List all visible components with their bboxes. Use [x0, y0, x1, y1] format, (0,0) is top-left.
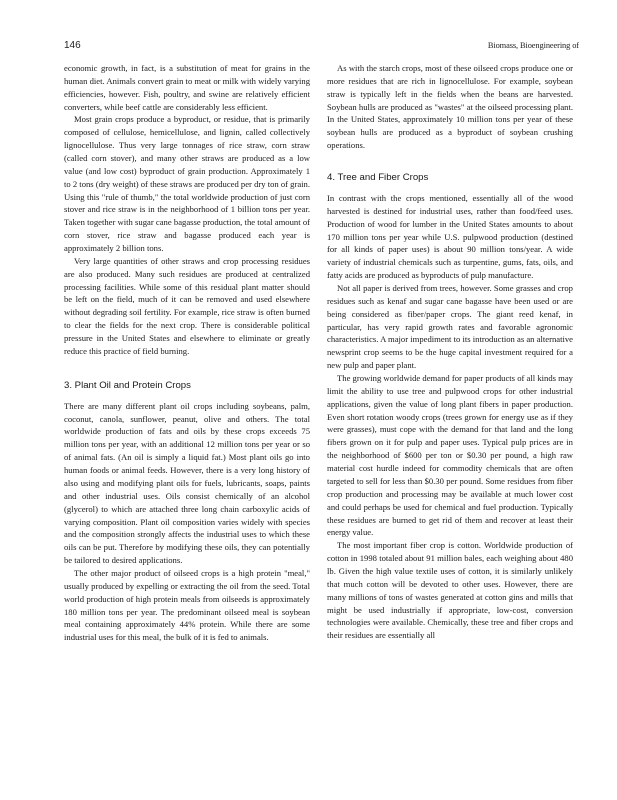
right-paragraph-3: Not all paper is derived from trees, however. Some grasses and crop residues such as kenaf and sugar cane bagasse have been used or are being considered as fiber/paper crops. The giant reed kenaf, in particular, has very rapid growth rates and favorable agronomic characteristics. A major impediment to its introduction as an alternative newsprint crop seems to be the huge capital investment required for a new pulp and paper plant. — [327, 283, 573, 371]
section-heading-plant-oil: 3. Plant Oil and Protein Crops — [64, 379, 191, 391]
left-paragraph-1: economic growth, in fact, is a substitution of meat for grains in the human diet. Animals convert grain to meat or milk with widely varying efficiencies, however. Fish, poultry, and swine are relatively efficient converters, while beef cattle are considerably less efficient. — [64, 63, 310, 112]
left-paragraph-2: Most grain crops produce a byproduct, or residue, that is primarily composed of cellulose, hemicellulose, and lignin, called collectively lignocellulose. Thus very large tonnages of rice straw, corn straw (called corn stover), and many other straws are produced as a low value (and low cost) byproduct of grain production. Approximately 1 to 2 tons (dry weight) of these straws are produced per dry ton of grain. Using this "rule of thumb," the total worldwide production of just corn stover and rice straw is in the neighborhood of 1 billion tons per year. Taken together with sugar cane bagasse production, the total amount of corn stover, rice straw and bagasse produced each year is approximately 2 billion tons. — [64, 114, 311, 254]
right-paragraph-5: The most important fiber crop is cotton. Worldwide production of cotton in 1998 totaled about 91 million bales, each weighing about 480 lb. Given the high value textile uses of cotton, it is similarly unlikely that much cotton will be devoted to other uses. However, there are many millions of tons of wastes generated at cotton gins and mills that might be used industrially if appropriate, low-cost, conversion technologies were available. Chemically, these tree and fiber crops and their residues are essentially all — [327, 540, 573, 641]
left-paragraph-4: There are many different plant oil crops including soybeans, palm, coconut, canola, sunflower, peanut, olive and others. The total worldwide production of fats and oils by these crops exceeds 75 million tons per year, with an additional 12 million tons per year or so of animal fats. (An oil is simply a liquid fat.) Most plant oils go into human foods or animal feeds. However, there is a very long history of also using and modifying plant oils for fuels, lubricants, soaps, paints and other industrial uses. Oils consist chemically of an alcohol (glycerol) to which are attached three long chain carboxylic acids of varying composition. Plant oil composition varies widely with species and the composition strongly affects the industrial uses to which these oils can be put. Therefore by modifying these oils, they can potentially be tailored to desired applications. — [64, 400, 310, 566]
left-column — [64, 62, 310, 644]
right-paragraph-2: In contrast with the crops mentioned, essentially all of the wood harvested is destined for industrial uses, rather than food/feed uses. Production of wood for lumber in the United States amounts to about 170 million tons per year while U.S. pulpwood production (destined for all kinds of paper uses) is about 90 million tons/year. A wide variety of industrial chemicals such as turpentine, gums, fats, oils, and fatty acids are produced as byproducts of pulp manufacture. — [327, 193, 573, 281]
right-paragraph-4: The growing worldwide demand for paper products of all kinds may limit the ability to use tree and pulpwood crops for other industrial applications, given the value of long plant fibers in paper production. Even short rotation woody crops (trees grown for energy use as if they were grasses), must cope with the demand for that land and the long fibers grown on it for pulp and paper uses. Typical pulp prices are in the neighborhood of $600 per ton or $0.30 per pound, a high raw material cost hurdle indeed for commodity chemicals that are often targeted to sell for less than $0.30 per pound. Some residues from fiber crop production and processing may be available at much lower cost and could perhaps be used for chemical and fuel production. Typically these residues are burned to get rid of them and recover at least their energy value. — [327, 373, 573, 538]
running-head: Biomass, Bioengineering of — [487, 41, 579, 50]
section-heading-tree-fiber: 4. Tree and Fiber Crops — [327, 172, 429, 184]
right-column — [327, 62, 573, 642]
left-paragraph-5: The other major product of oilseed crops is a high protein "meal," usually produced by expelling or extracting the oil from the seed. Total world production of high protein meals from oilseeds is approximately 180 million tons per year. The predominant oilseed meal is soybean meal containing approximately 44% protein. While there are some industrial uses for this meal, the bulk of it is fed to animals. — [64, 567, 310, 643]
left-paragraph-3: Very large quantities of other straws and crop processing residues are also produced. Many such residues are produced at centralized processing facilities. While some of this residual plant matter should be left on the field, much of it can be removed and used elsewhere without degrading soil fertility. For example, rice straw is often burned to clear the fields for the next crop. There is considerable political pressure in the United States and elsewhere to eliminate or greatly reduce this practice of field burning. — [64, 255, 310, 356]
page-number: 146 — [64, 40, 81, 51]
right-paragraph-1: As with the starch crops, most of these oilseed crops produce one or more residues that are rich in lignocellulose. For example, soybean straw is typically left in the fields when the beans are harvested. Soybean hulls are produced as "wastes" at the oilseed processing plant. In the United States, approximately 10 million tons per year of these soybean hulls are produced as a byproduct of soybean crushing operations. — [327, 63, 573, 151]
